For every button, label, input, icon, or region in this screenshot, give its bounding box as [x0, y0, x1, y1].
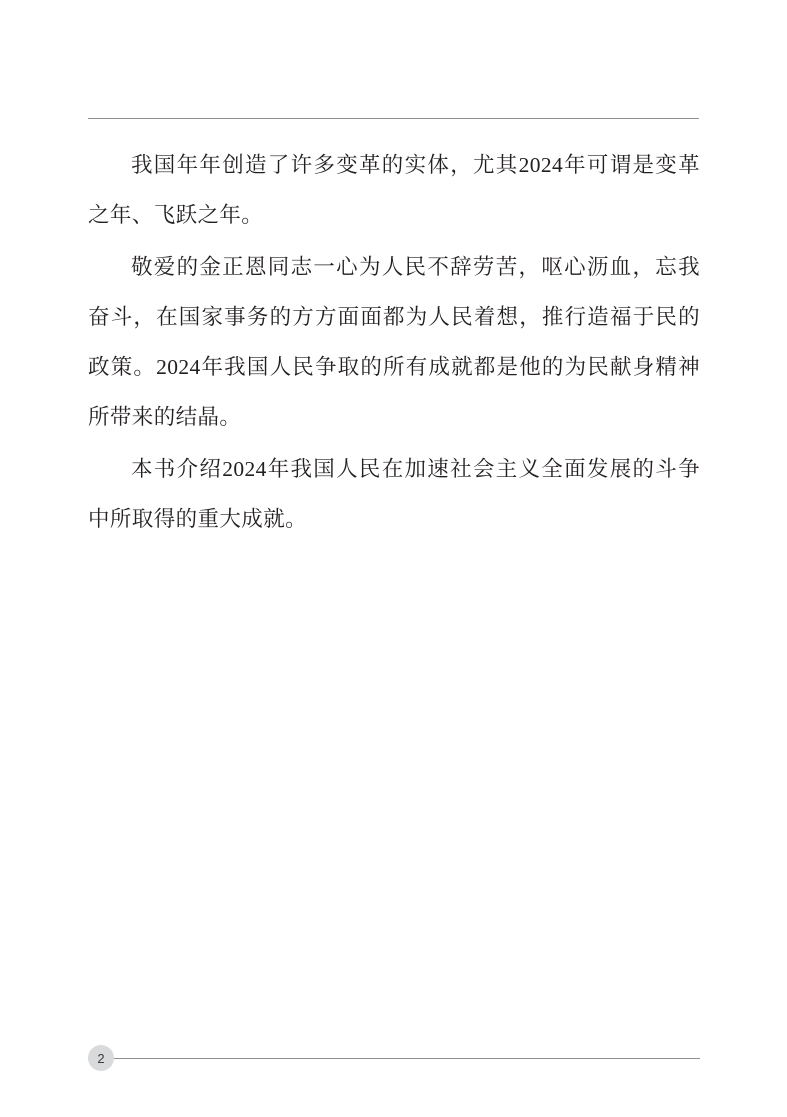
body-text-block	[88, 140, 700, 546]
footer-divider	[88, 1058, 700, 1059]
page-number: 2	[88, 1045, 114, 1071]
paragraph-2: 敬爱的金正恩同志一心为人民不辞劳苦，呕心沥血，忘我奋斗，在国家事务的方方面面都为人民着想，推行造福于民的政策。2024年我国人民争取的所有成就都是他的为民献身精神所带来的结晶。	[88, 255, 700, 429]
paragraph-3: 本书介绍2024年我国人民在加速社会主义全面发展的斗争中所取得的重大成就。	[88, 457, 700, 531]
header-divider	[88, 118, 699, 119]
page-footer	[88, 1045, 700, 1071]
paragraph-1: 我国年年创造了许多变革的实体，尤其2024年可谓是变革之年、飞跃之年。	[88, 153, 700, 227]
